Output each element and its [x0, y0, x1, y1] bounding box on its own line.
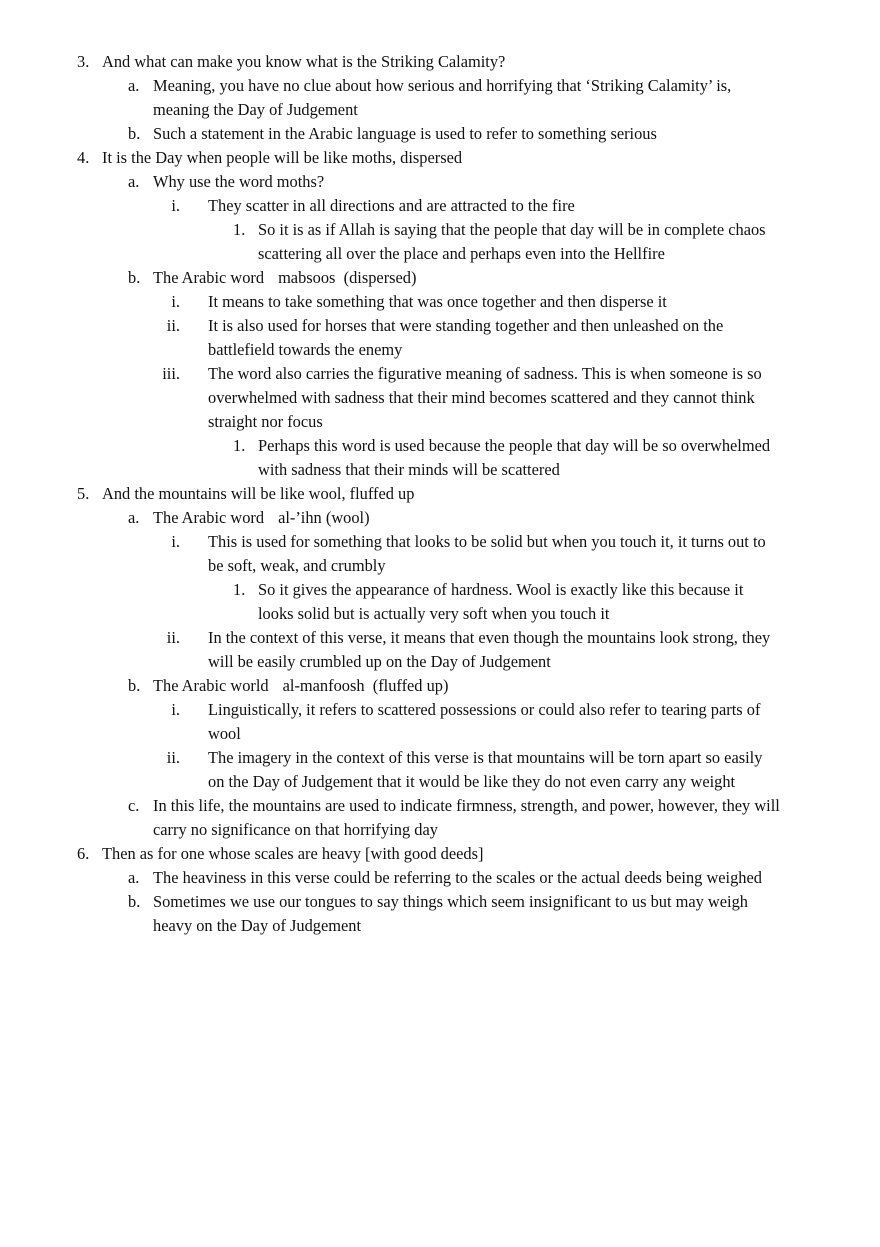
list-item-text: Meaning, you have no clue about how serious and horrifying that ‘Striking Calamity’ is, meaning the Day of Judgement [153, 76, 732, 119]
list-marker: ii. [166, 748, 180, 767]
list-marker: i. [171, 292, 180, 311]
list-marker: b. [128, 124, 141, 143]
list-item-text: They scatter in all directions and are attracted to the fire [208, 196, 575, 215]
list-marker: 4. [77, 148, 90, 167]
list-item [0, 290, 880, 314]
list-item [0, 314, 880, 362]
list-item-text: And what can make you know what is the Striking Calamity? [102, 52, 506, 71]
list-marker: ii. [166, 628, 180, 647]
list-item [0, 842, 880, 866]
list-marker: i. [171, 196, 180, 215]
list-item-text [153, 506, 780, 530]
document-page [0, 50, 880, 938]
list-item [0, 794, 880, 842]
list-marker: i. [171, 700, 180, 719]
list-item-text: It is also used for horses that were standing together and then unleashed on the battlefield towards the enemy [208, 316, 724, 359]
list-item [0, 626, 880, 674]
list-item-text: Linguistically, it refers to scattered possessions or could also refer to tearing parts of wool [208, 700, 761, 743]
list-marker: a. [128, 76, 140, 95]
list-item [0, 50, 880, 74]
list-marker: 1. [233, 436, 246, 455]
list-item [0, 266, 880, 290]
list-marker: iii. [162, 364, 180, 383]
list-item-text: Such a statement in the Arabic language is used to refer to something serious [153, 124, 657, 143]
arabic-term: al-manfoosh [282, 676, 365, 695]
list-item-text: So it is as if Allah is saying that the people that day will be in complete chaos scattering all over the place and perhaps even into the Hellfire [258, 220, 766, 263]
list-item [0, 74, 880, 122]
list-item [0, 170, 880, 194]
list-item [0, 746, 880, 794]
term-gloss: (dispersed) [343, 268, 417, 287]
text-prefix: The Arabic world [153, 676, 269, 695]
list-marker: i. [171, 532, 180, 551]
list-marker: 1. [233, 220, 246, 239]
text-prefix: The Arabic word [153, 268, 265, 287]
list-item [0, 890, 880, 938]
list-item-text: The word also carries the figurative meaning of sadness. This is when someone is so overwhelmed with sadness that their mind becomes scattered and they cannot think straight nor focus [208, 364, 762, 431]
text-prefix: The Arabic word [153, 508, 265, 527]
list-marker: a. [128, 868, 140, 887]
list-marker: b. [128, 676, 141, 695]
list-item-text: In the context of this verse, it means that even though the mountains look strong, they will be easily crumbled up on the Day of Judgement [208, 628, 771, 671]
list-marker: b. [128, 892, 141, 911]
list-item [0, 218, 880, 266]
list-item [0, 530, 880, 578]
list-item-text: So it gives the appearance of hardness. Wool is exactly like this because it looks solid but is actually very soft when you touch it [258, 580, 744, 623]
list-marker: ii. [166, 316, 180, 335]
list-item [0, 578, 880, 626]
list-item [0, 362, 880, 434]
list-marker: 5. [77, 484, 90, 503]
list-item-text: Perhaps this word is used because the people that day will be so overwhelmed with sadness that their minds will be scattered [258, 436, 771, 479]
list-item-text: The imagery in the context of this verse is that mountains will be torn apart so easily on the Day of Judgement that it would be like they do not even carry any weight [208, 748, 763, 791]
list-item [0, 122, 880, 146]
arabic-term: mabsoos [278, 268, 336, 287]
list-item-text: Why use the word moths? [153, 172, 325, 191]
list-item [0, 434, 880, 482]
list-item [0, 698, 880, 746]
list-item-text: This is used for something that looks to be solid but when you touch it, it turns out to be soft, weak, and crumbly [208, 532, 766, 575]
term-gloss: (wool) [325, 508, 370, 527]
list-marker: a. [128, 172, 140, 191]
list-item-text: The heaviness in this verse could be referring to the scales or the actual deeds being weighed [153, 868, 762, 887]
list-marker: b. [128, 268, 141, 287]
list-item [0, 146, 880, 170]
list-marker: 1. [233, 580, 246, 599]
list-marker: a. [128, 508, 140, 527]
list-item [0, 506, 880, 530]
list-item-text [153, 266, 780, 290]
arabic-term: al-’ihn [278, 508, 322, 527]
list-marker: 6. [77, 844, 90, 863]
list-item-text: It means to take something that was once together and then disperse it [208, 292, 667, 311]
list-item-text: In this life, the mountains are used to indicate firmness, strength, and power, however, they will carry no significance on that horrifying day [153, 796, 780, 839]
list-item [0, 482, 880, 506]
list-item-text [153, 674, 780, 698]
list-marker: 3. [77, 52, 90, 71]
list-item-text: It is the Day when people will be like moths, dispersed [102, 148, 463, 167]
list-item [0, 866, 880, 890]
list-item [0, 194, 880, 218]
list-marker: c. [128, 796, 140, 815]
list-item [0, 674, 880, 698]
list-item-text: Then as for one whose scales are heavy [with good deeds] [102, 844, 484, 863]
term-gloss: (fluffed up) [372, 676, 449, 695]
list-item-text: And the mountains will be like wool, fluffed up [102, 484, 415, 503]
list-item-text: Sometimes we use our tongues to say things which seem insignificant to us but may weigh heavy on the Day of Judgement [153, 892, 748, 935]
